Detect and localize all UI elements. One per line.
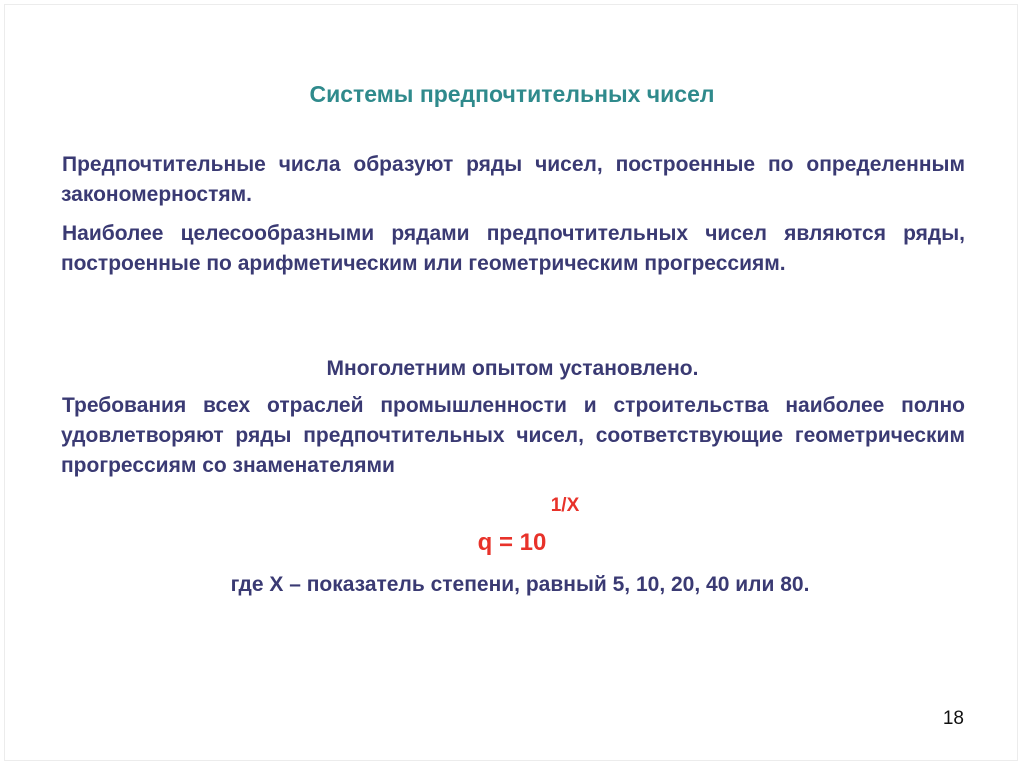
paragraph-progressions: Наиболее целесообразными рядами предпочтительных чисел являются ряды, построенные по арифметическим или геометрическим прогрессиям.: [61, 222, 965, 275]
paragraph-preferred-numbers-definition: Предпочтительные числа образуют ряды чисел, построенные по определенным закономерностям.: [61, 153, 965, 206]
paragraph-requirements: Требования всех отраслей промышленности и строительства наиболее полно удовлетворяют ряды предпочтительных чисел, соответствующие геометрическим прогрессиям со знаменателями: [61, 394, 965, 477]
slide-title: Системы предпочтительных чисел: [309, 81, 715, 107]
formula-note: где X – показатель степени, равный 5, 10, 20, 40 или 80.: [230, 573, 810, 596]
formula-exponent: 1/X: [550, 495, 580, 516]
page-number: 18: [942, 708, 964, 729]
paragraph-experience: Многолетним опытом установлено.: [326, 357, 699, 380]
formula-q: q = 10: [477, 529, 547, 556]
